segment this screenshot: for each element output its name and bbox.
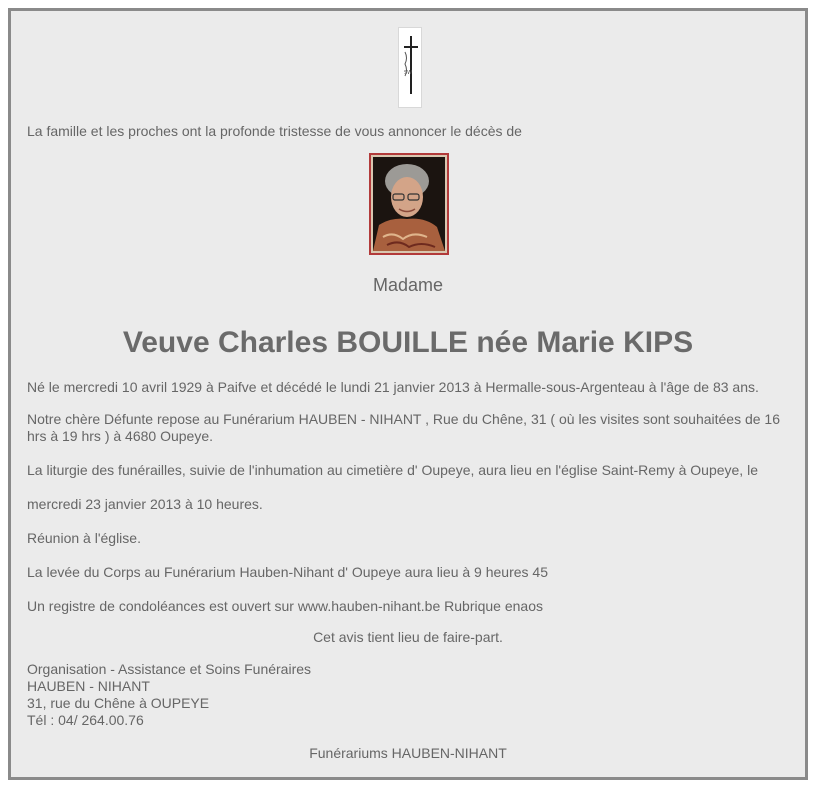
deceased-name: Veuve Charles BOUILLE née Marie KIPS [122, 326, 694, 359]
reunion-text: Réunion à l'église. [27, 530, 141, 546]
portrait-photo [369, 153, 449, 255]
organisation-line1: Organisation - Assistance et Soins Funéraires [27, 661, 312, 677]
birth-death-text: Né le mercredi 10 avril 1929 à Paifve et décédé le lundi 21 janvier 2013 à Hermalle-sous-Argenteau à l'âge de 83 ans. [27, 379, 759, 395]
registre-text: Un registre de condoléances est ouvert sur www.hauben-nihant.be Rubrique enaos [27, 598, 543, 614]
levee-text: La levée du Corps au Funérarium Hauben-Nihant d' Oupeye aura lieu à 9 heures 45 [27, 564, 548, 580]
faire-part-text: Cet avis tient lieu de faire-part. [313, 629, 503, 645]
honorific: Madame [372, 275, 444, 295]
organisation-line3: 31, rue du Chêne à OUPEYE [27, 695, 210, 711]
funerarium-text: Notre chère Défunte repose au Funérarium HAUBEN - NIHANT , Rue du Chêne, 31 ( où les visites sont souhaitées de 16 hrs à 19 hrs ) à 4680 Oupeye. [27, 411, 781, 444]
intro-text: La famille et les proches ont la profonde tristesse de vous annoncer le décès de [27, 123, 522, 139]
footer-text: Funérariums HAUBEN-NIHANT [309, 745, 507, 761]
organisation-line2: HAUBEN - NIHANT [27, 678, 150, 694]
svg-text:SW: SW [404, 70, 413, 76]
death-notice-card [8, 8, 808, 780]
liturgy-text-line2: mercredi 23 janvier 2013 à 10 heures. [27, 496, 263, 512]
liturgy-text-line1: La liturgie des funérailles, suivie de l'inhumation au cimetière d' Oupeye, aura lieu en l'église Saint-Remy à Oupeye, le [27, 462, 758, 478]
cross-icon [398, 27, 422, 108]
organisation-phone: Tél : 04/ 264.00.76 [27, 712, 144, 728]
